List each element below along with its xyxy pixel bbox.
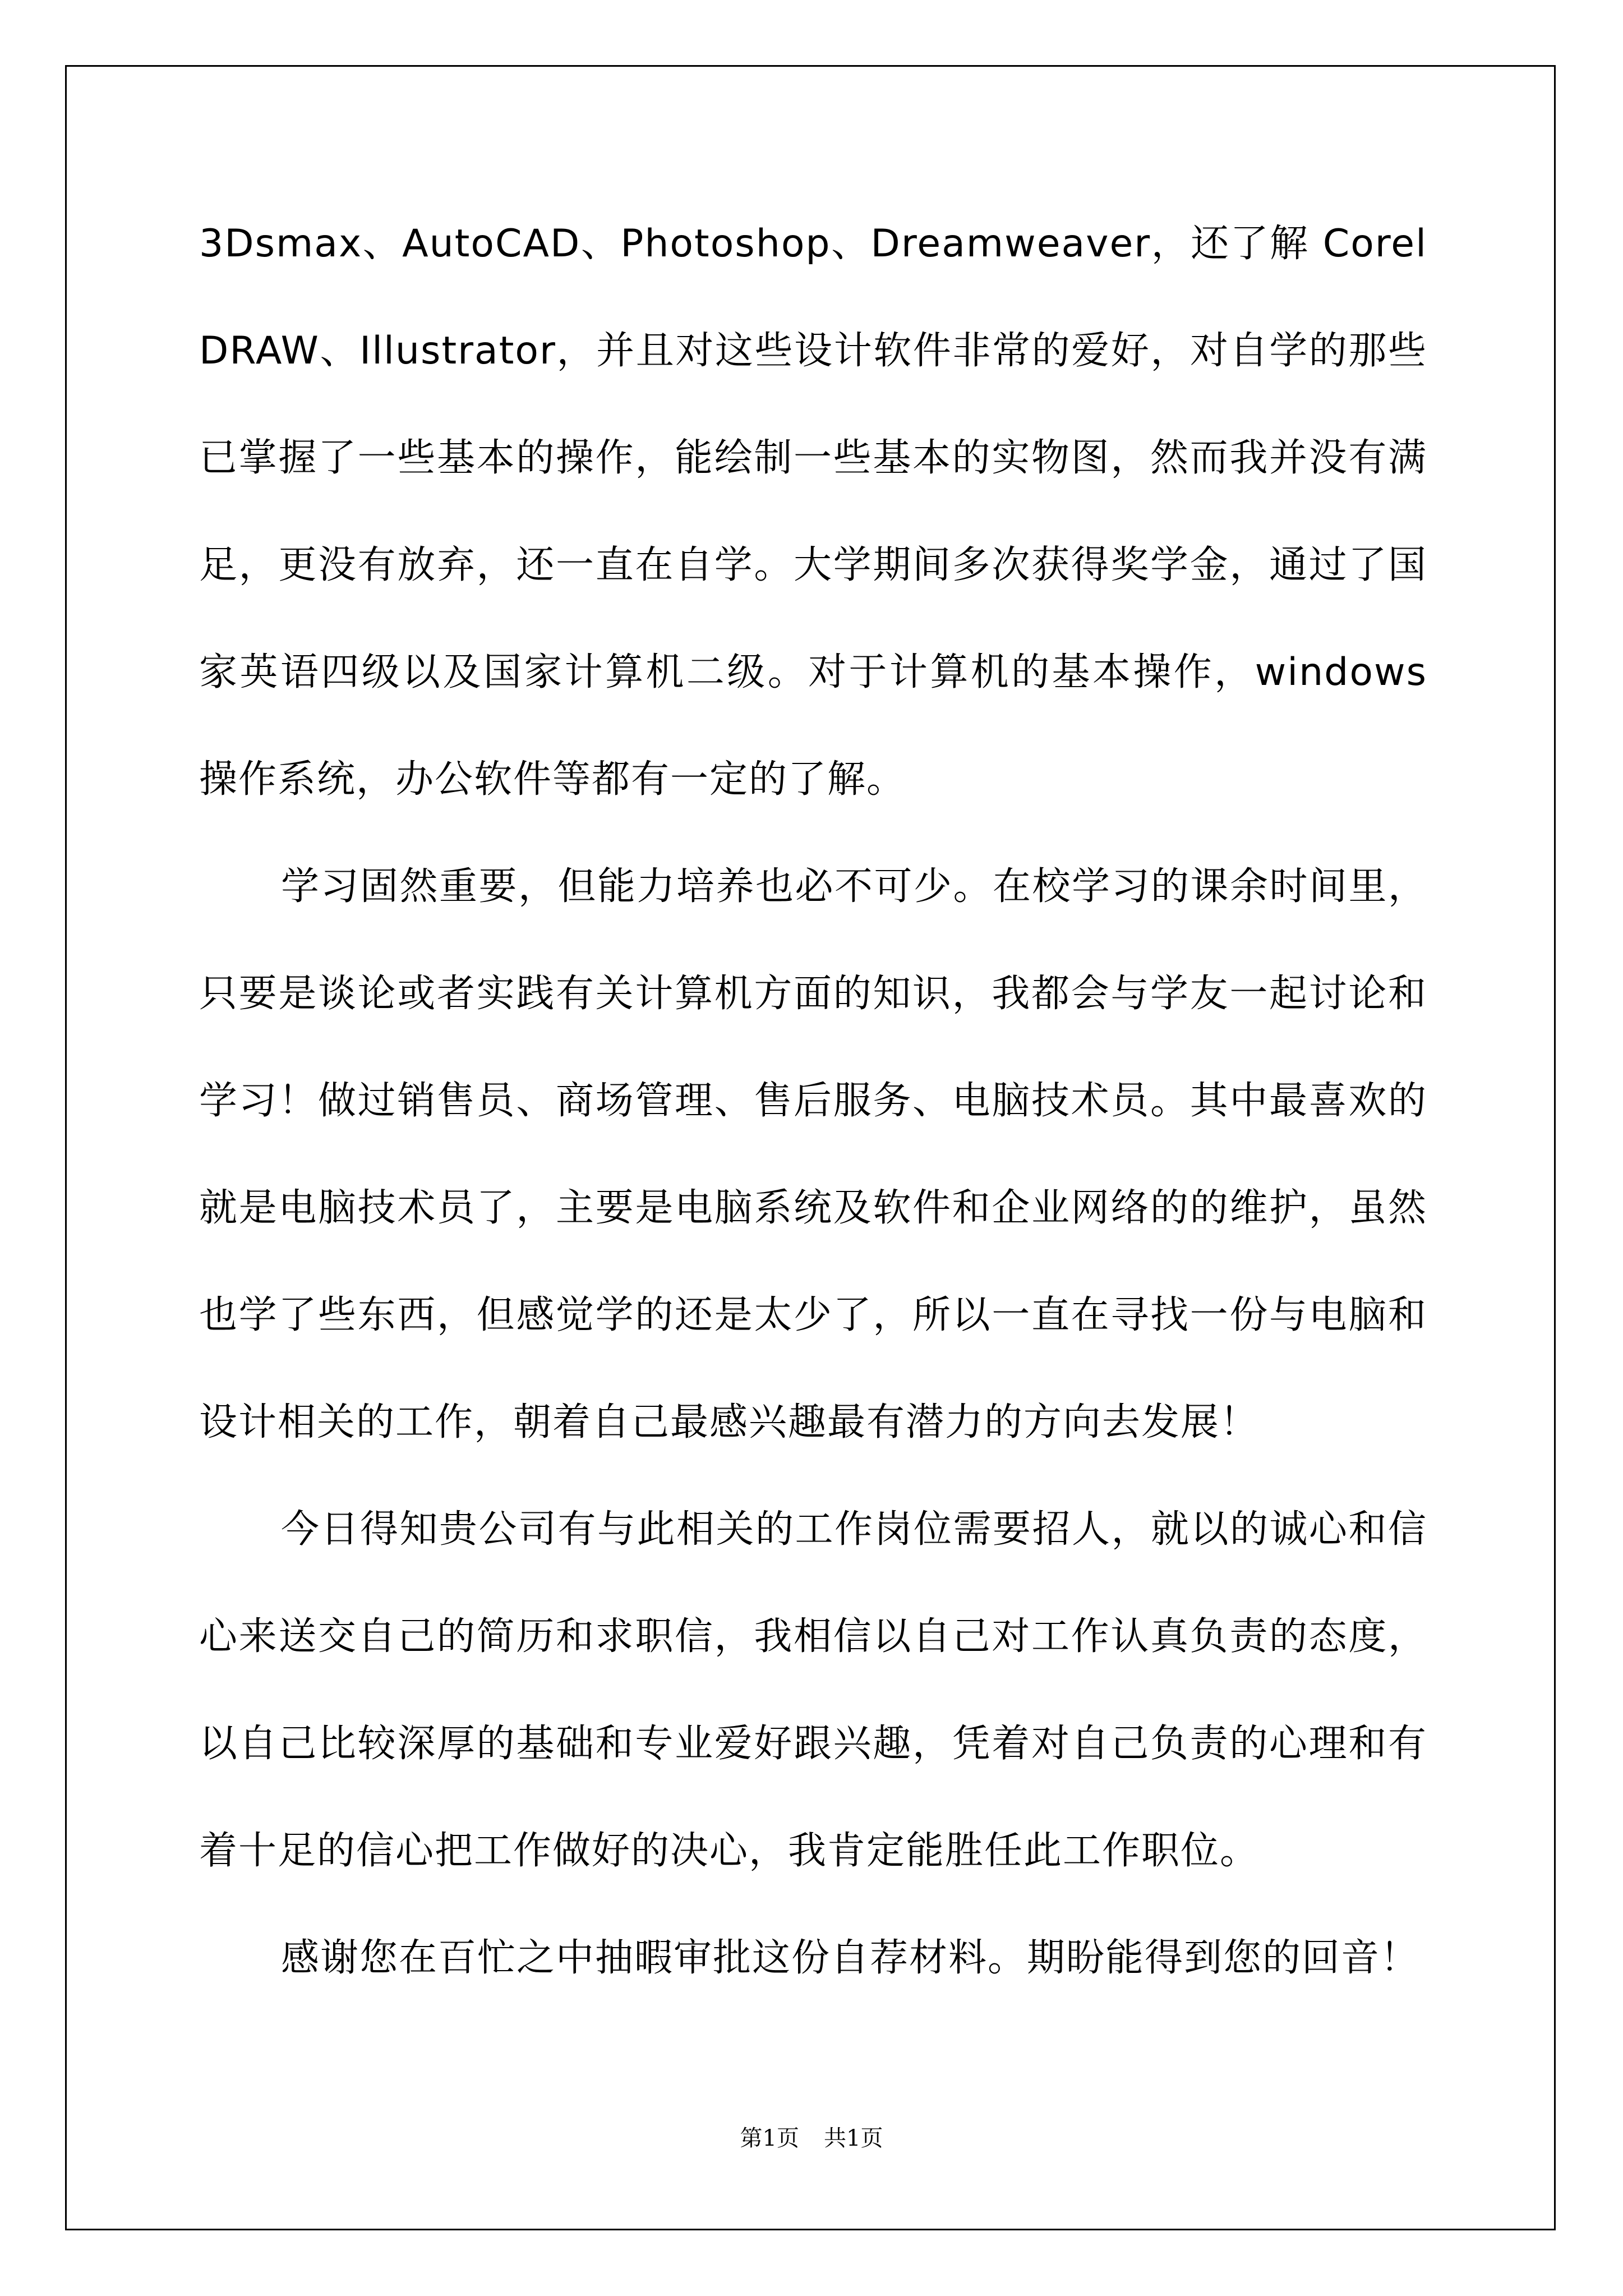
page-footer [0,2124,1623,2152]
paragraph-closing: 感谢您在百忙之中抽暇审批这份自荐材料。期盼能得到您的回音！ [281,1936,1420,1980]
document-body [199,222,1427,2012]
paragraph-skills: 3Dsmax、AutoCAD、Photoshop、Dreamweaver，还了解 CorelDRAW、Illustrator，并且对这些设计软件非常的爱好，对自学的那些已掌握了一些基本的操作，能绘制一些基本的实物图，然而我并没有满足，更没有放弃，还一直在自学。大学期间多次获得奖学金，通过了国家英语四级以及国家计算机二级。对于计算机的基本操作，windows 操作系统，办公软件等都有一定的了解。 [199,222,1427,802]
page-number: 第1页 [740,2125,799,2151]
paragraph-application: 今日得知贵公司有与此相关的工作岗位需要招人，就以的诚心和信心来送交自己的简历和求职信，我相信以自己对工作认真负责的态度，以自己比较深厚的基础和专业爱好跟兴趣，凭着对自己负责的心理和有着十足的信心把工作做好的决心，我肯定能胜任此工作职位。 [199,1507,1427,1873]
page-total: 共1页 [824,2125,883,2151]
paragraph-experience: 学习固然重要，但能力培养也必不可少。在校学习的课余时间里，只要是谈论或者实践有关计算机方面的知识，我都会与学友一起讨论和学习！做过销售员、商场管理、售后服务、电脑技术员。其中最喜欢的就是电脑技术员了，主要是电脑系统及软件和企业网络的的维护，虽然也学了些东西，但感觉学的还是太少了，所以一直在寻找一份与电脑和设计相关的工作，朝着自己最感兴趣最有潜力的方向去发展！ [199,864,1427,1444]
